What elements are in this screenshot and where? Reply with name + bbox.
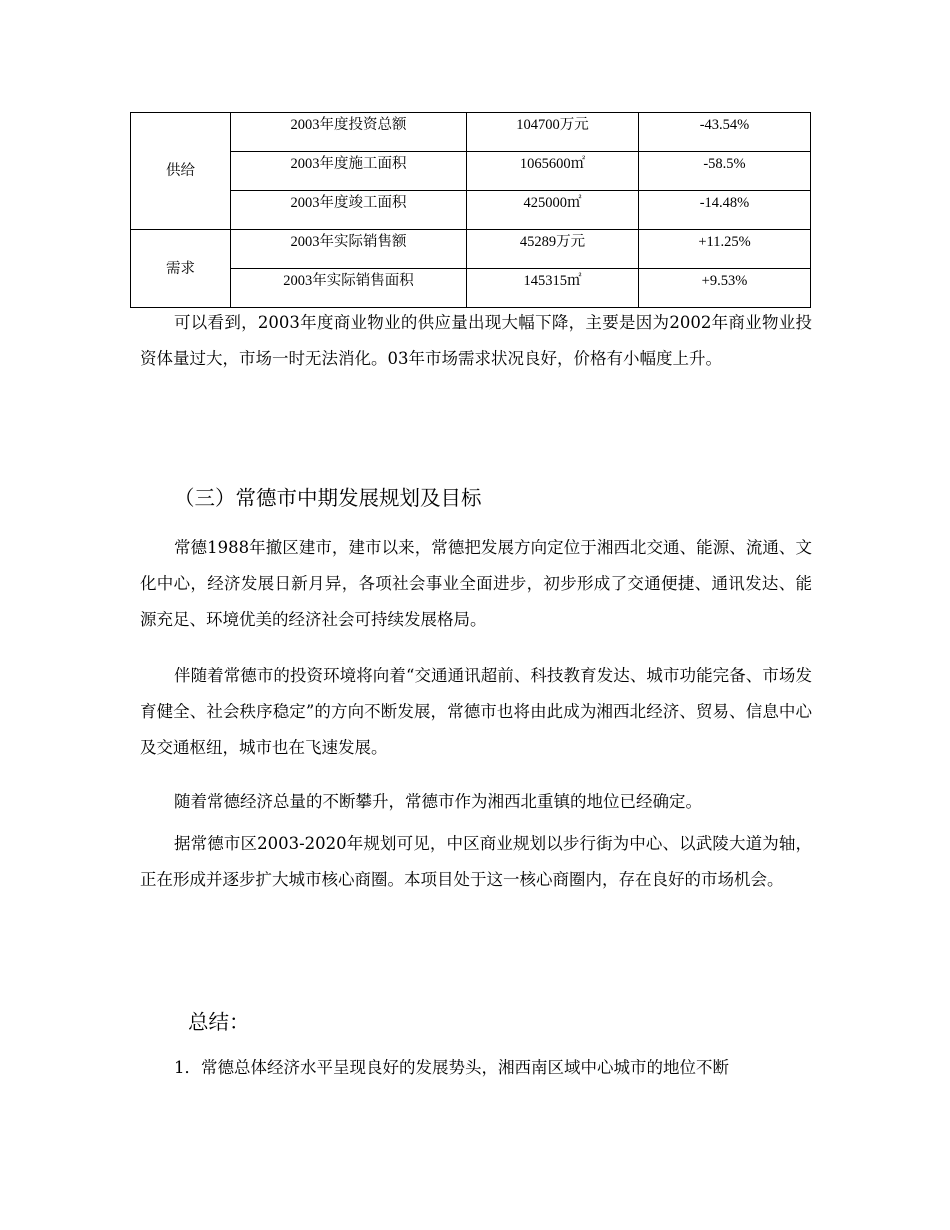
section-title: （三）常德市中期发展规划及目标 <box>174 486 482 510</box>
row-item: 2003年度投资总额 <box>231 113 467 152</box>
paragraph-planning: 据常德市区2003-2020年规划可见，中区商业规划以步行街为中心、以武陵大道为轴，正在形成并逐步扩大城市核心商圈。本项目处于这一核心商圈内，存在良好的市场机会。 <box>140 834 812 889</box>
table-row <box>131 152 811 191</box>
row-item: 2003年度施工面积 <box>231 152 467 191</box>
market-data-table <box>130 112 811 308</box>
summary-title: 总结： <box>188 1010 250 1034</box>
paragraph-economic-status: 随着常德经济总量的不断攀升，常德市作为湘西北重镇的地位已经确定。 <box>174 792 702 811</box>
table-row <box>131 113 811 152</box>
analysis-paragraph: 可以看到，2003年度商业物业的供应量出现大幅下降，主要是因为2002年商业物业投资体量过大，市场一时无法消化。03年市场需求状况良好，价格有小幅度上升。 <box>140 313 812 368</box>
table-row <box>131 191 811 230</box>
table-row <box>131 230 811 269</box>
row-change: -58.5% <box>639 152 811 191</box>
row-value: 45289万元 <box>467 230 639 269</box>
row-change: -43.54% <box>639 113 811 152</box>
summary-list-item: 1．常德总体经济水平呈现良好的发展势头，湘西南区域中心城市的地位不断 <box>174 1058 729 1077</box>
row-change: +9.53% <box>639 269 811 308</box>
row-change: -14.48% <box>639 191 811 230</box>
row-item: 2003年度竣工面积 <box>231 191 467 230</box>
group-label-demand: 需求 <box>131 230 231 308</box>
group-label-supply: 供给 <box>131 113 231 230</box>
row-value: 145315㎡ <box>467 269 639 308</box>
row-value: 425000㎡ <box>467 191 639 230</box>
paragraph-investment-environment: 伴随着常德市的投资环境将向着“交通通讯超前、科技教育发达、城市功能完备、市场发育健全、社会秩序稳定”的方向不断发展，常德市也将由此成为湘西北经济、贸易、信息中心及交通枢纽，城市也在飞速发展。 <box>140 666 812 757</box>
row-value: 1065600㎡ <box>467 152 639 191</box>
row-value: 104700万元 <box>467 113 639 152</box>
row-item: 2003年实际销售面积 <box>231 269 467 308</box>
table-row <box>131 269 811 308</box>
paragraph-city-history: 常德1988年撤区建市，建市以来，常德把发展方向定位于湘西北交通、能源、流通、文化中心，经济发展日新月异，各项社会事业全面进步，初步形成了交通便捷、通讯发达、能源充足、环境优美的经济社会可持续发展格局。 <box>140 538 812 629</box>
row-change: +11.25% <box>639 230 811 269</box>
row-item: 2003年实际销售额 <box>231 230 467 269</box>
